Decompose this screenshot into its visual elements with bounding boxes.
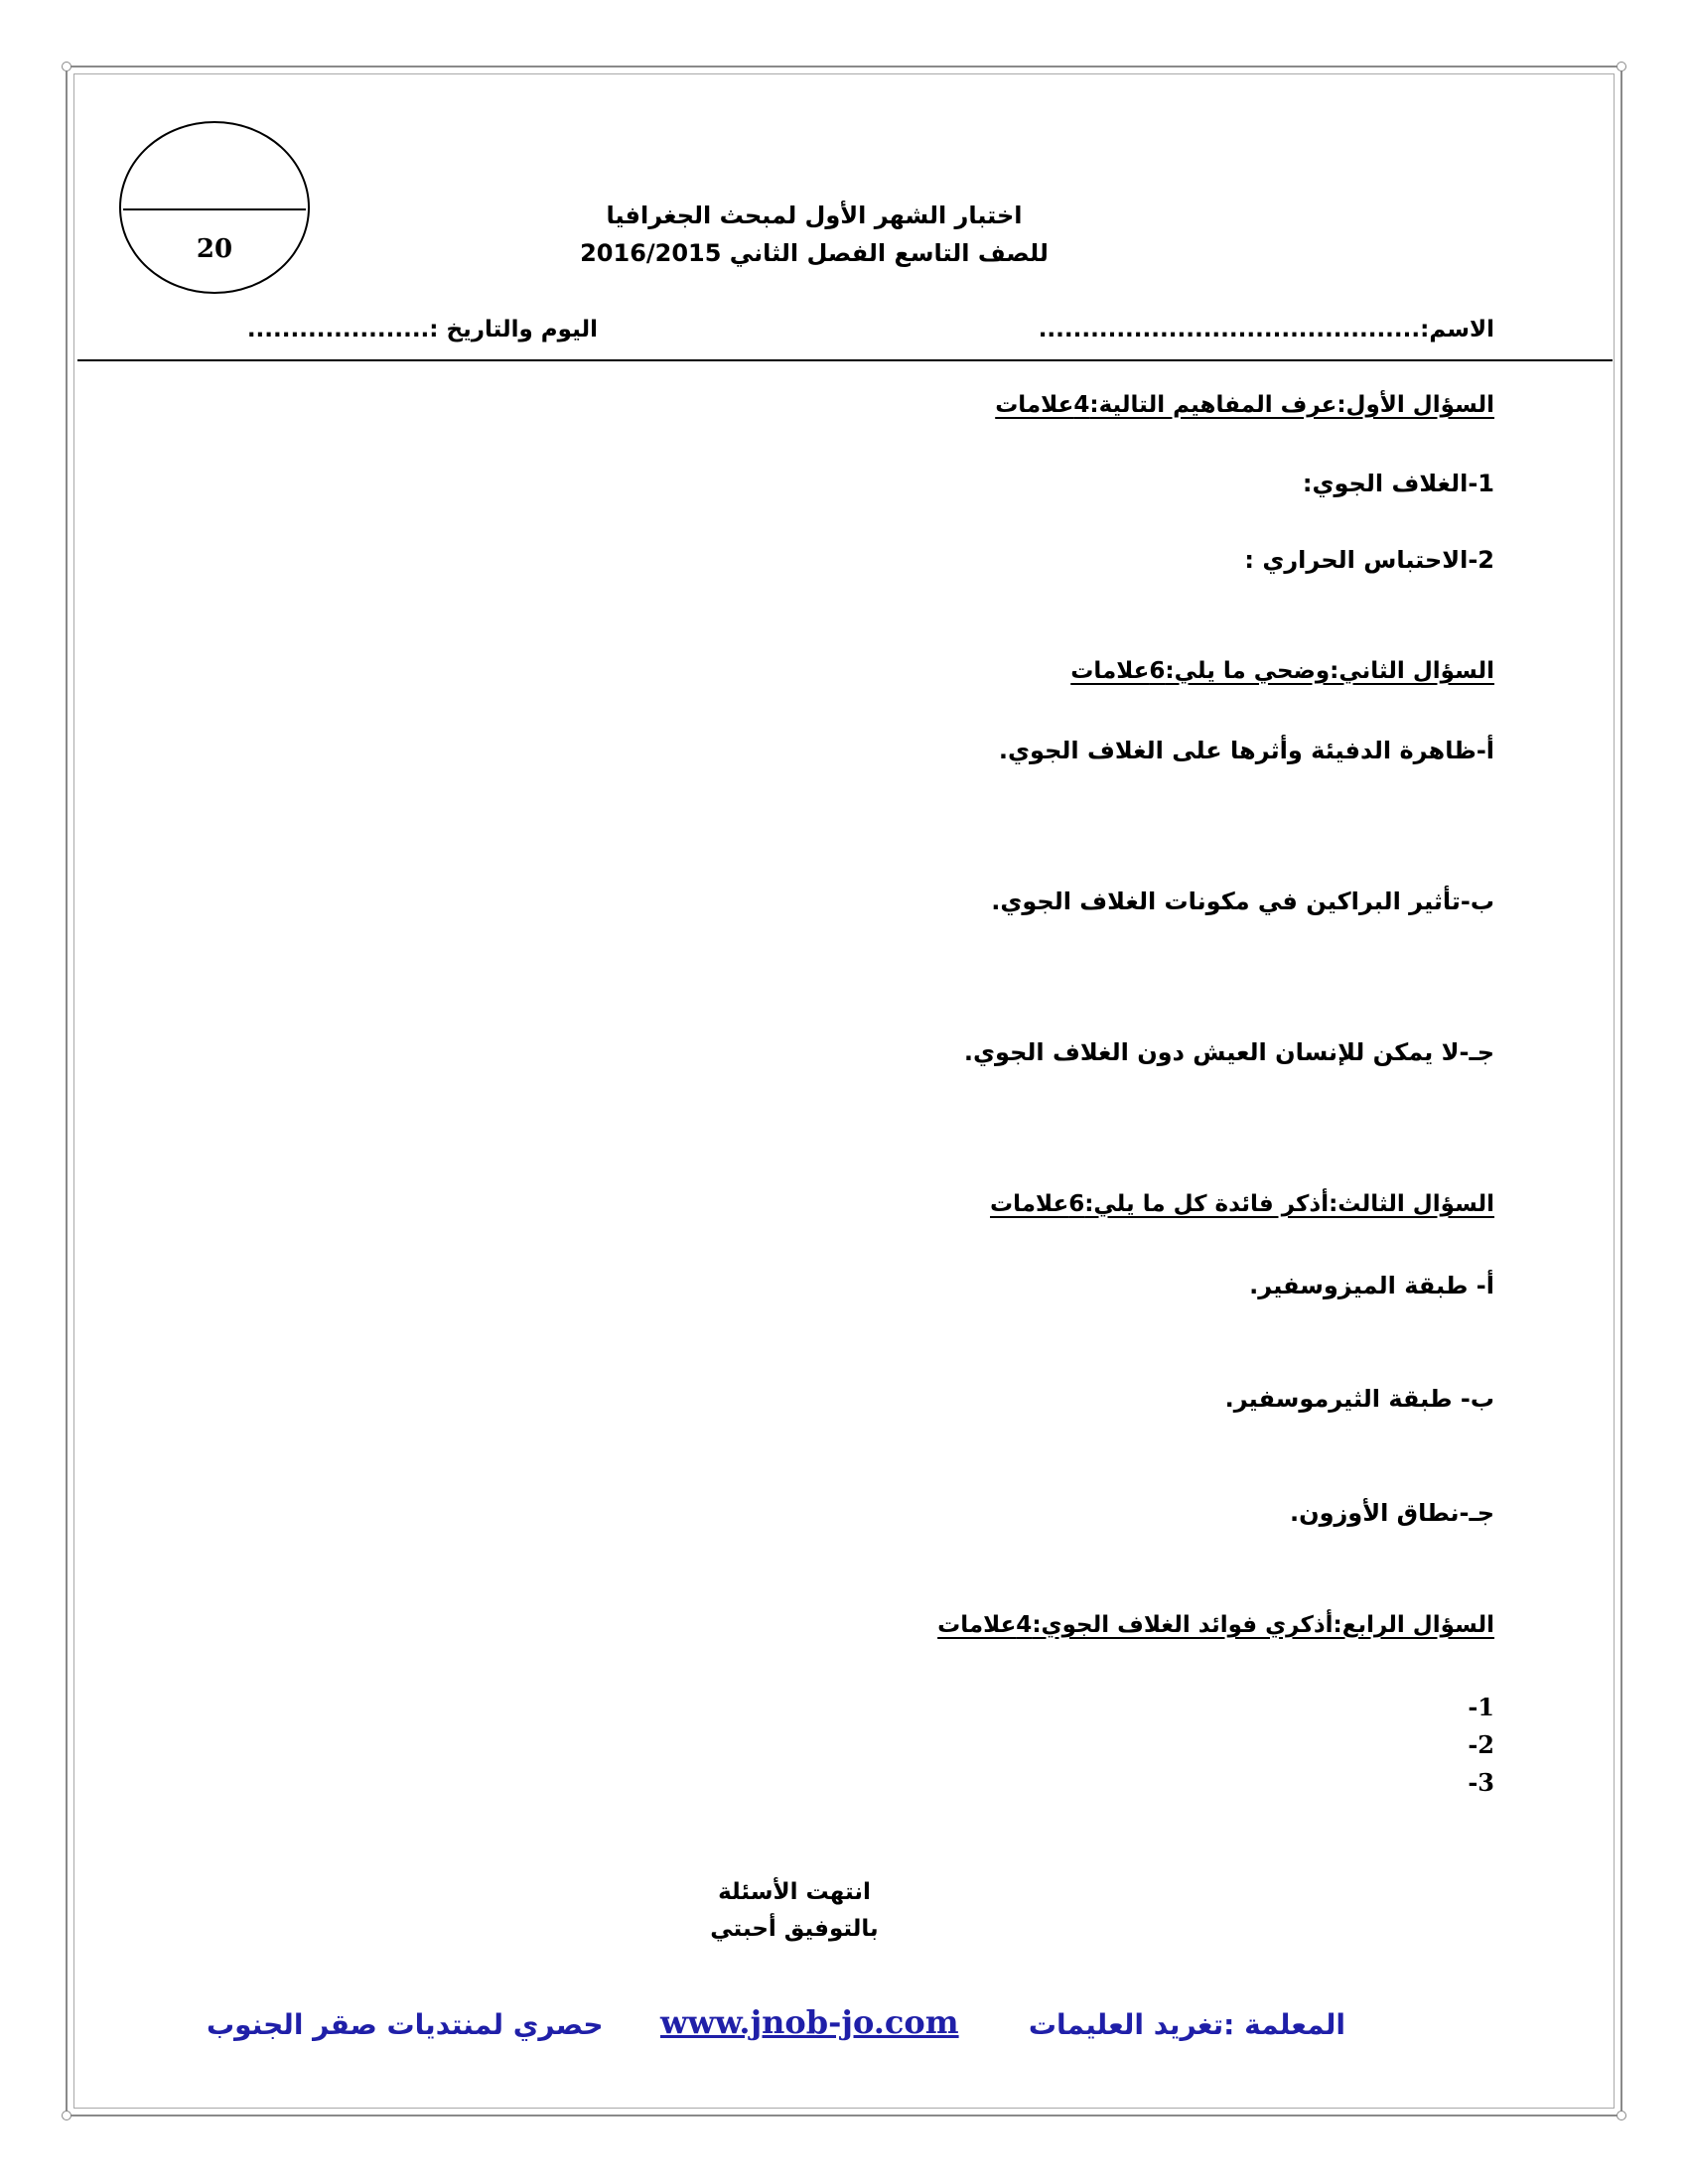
- question-1-item: 1-الغلاف الجوي:: [1302, 470, 1494, 497]
- question-3-item: ب- طبقة الثيرموسفير.: [1224, 1385, 1494, 1413]
- closing-line: انتهت الأسئلة: [718, 1879, 871, 1905]
- closing-line: بالتوفيق أحبتي: [710, 1916, 879, 1942]
- date-field: اليوم والتاريخ :.....................: [246, 317, 598, 342]
- teacher-name: المعلمة :تغريد العليمات: [1028, 2008, 1345, 2041]
- question-2-item: أ-ظاهرة الدفيئة وأثرها على الغلاف الجوي.: [998, 737, 1494, 764]
- question-4-title: السؤال الرابع:أذكري فوائد الغلاف الجوي:4علامات: [937, 1612, 1494, 1638]
- question-2-item: ب-تأثير البراكين في مكونات الغلاف الجوي.: [991, 887, 1494, 915]
- question-1-title: السؤال الأول:عرف المفاهيم التالية:4علامات: [995, 392, 1494, 418]
- grade-box: [119, 121, 310, 294]
- question-3-item: جـ-نطاق الأوزون.: [1289, 1499, 1494, 1527]
- question-2-item: جـ-لا يمكن للإنسان العيش دون الغلاف الجوي.: [963, 1038, 1494, 1066]
- frame-corner: [1617, 2111, 1626, 2120]
- question-1-item: 2-الاحتباس الحراري :: [1244, 546, 1494, 574]
- frame-corner: [62, 2111, 71, 2120]
- page-border-inner: [73, 73, 1615, 2109]
- exam-title: اختبار الشهر الأول لمبحث الجغرافيا: [606, 202, 1023, 229]
- student-name-field: الاسم:............................................: [1038, 317, 1494, 342]
- answer-number: -3: [1468, 1768, 1494, 1797]
- header-divider: [77, 359, 1613, 361]
- question-3-item: أ- طبقة الميزوسفير.: [1249, 1272, 1494, 1299]
- exclusive-note: حصري لمنتديات صقر الجنوب: [207, 2008, 604, 2041]
- frame-corner: [62, 62, 71, 71]
- answer-number: -1: [1468, 1693, 1494, 1721]
- grade-score-line: [123, 208, 306, 210]
- question-2-title: السؤال الثاني:وضحي ما يلي:6علامات: [1070, 658, 1494, 684]
- grade-total: 20: [196, 234, 233, 264]
- exam-subtitle: للصف التاسع الفصل الثاني 2016/2015: [580, 239, 1049, 267]
- frame-corner: [1617, 62, 1626, 71]
- answer-number: -2: [1468, 1730, 1494, 1759]
- question-3-title: السؤال الثالث:أذكر فائدة كل ما يلي:6علامات: [990, 1191, 1494, 1217]
- website-link[interactable]: www.jnob-jo.com: [660, 2003, 959, 2041]
